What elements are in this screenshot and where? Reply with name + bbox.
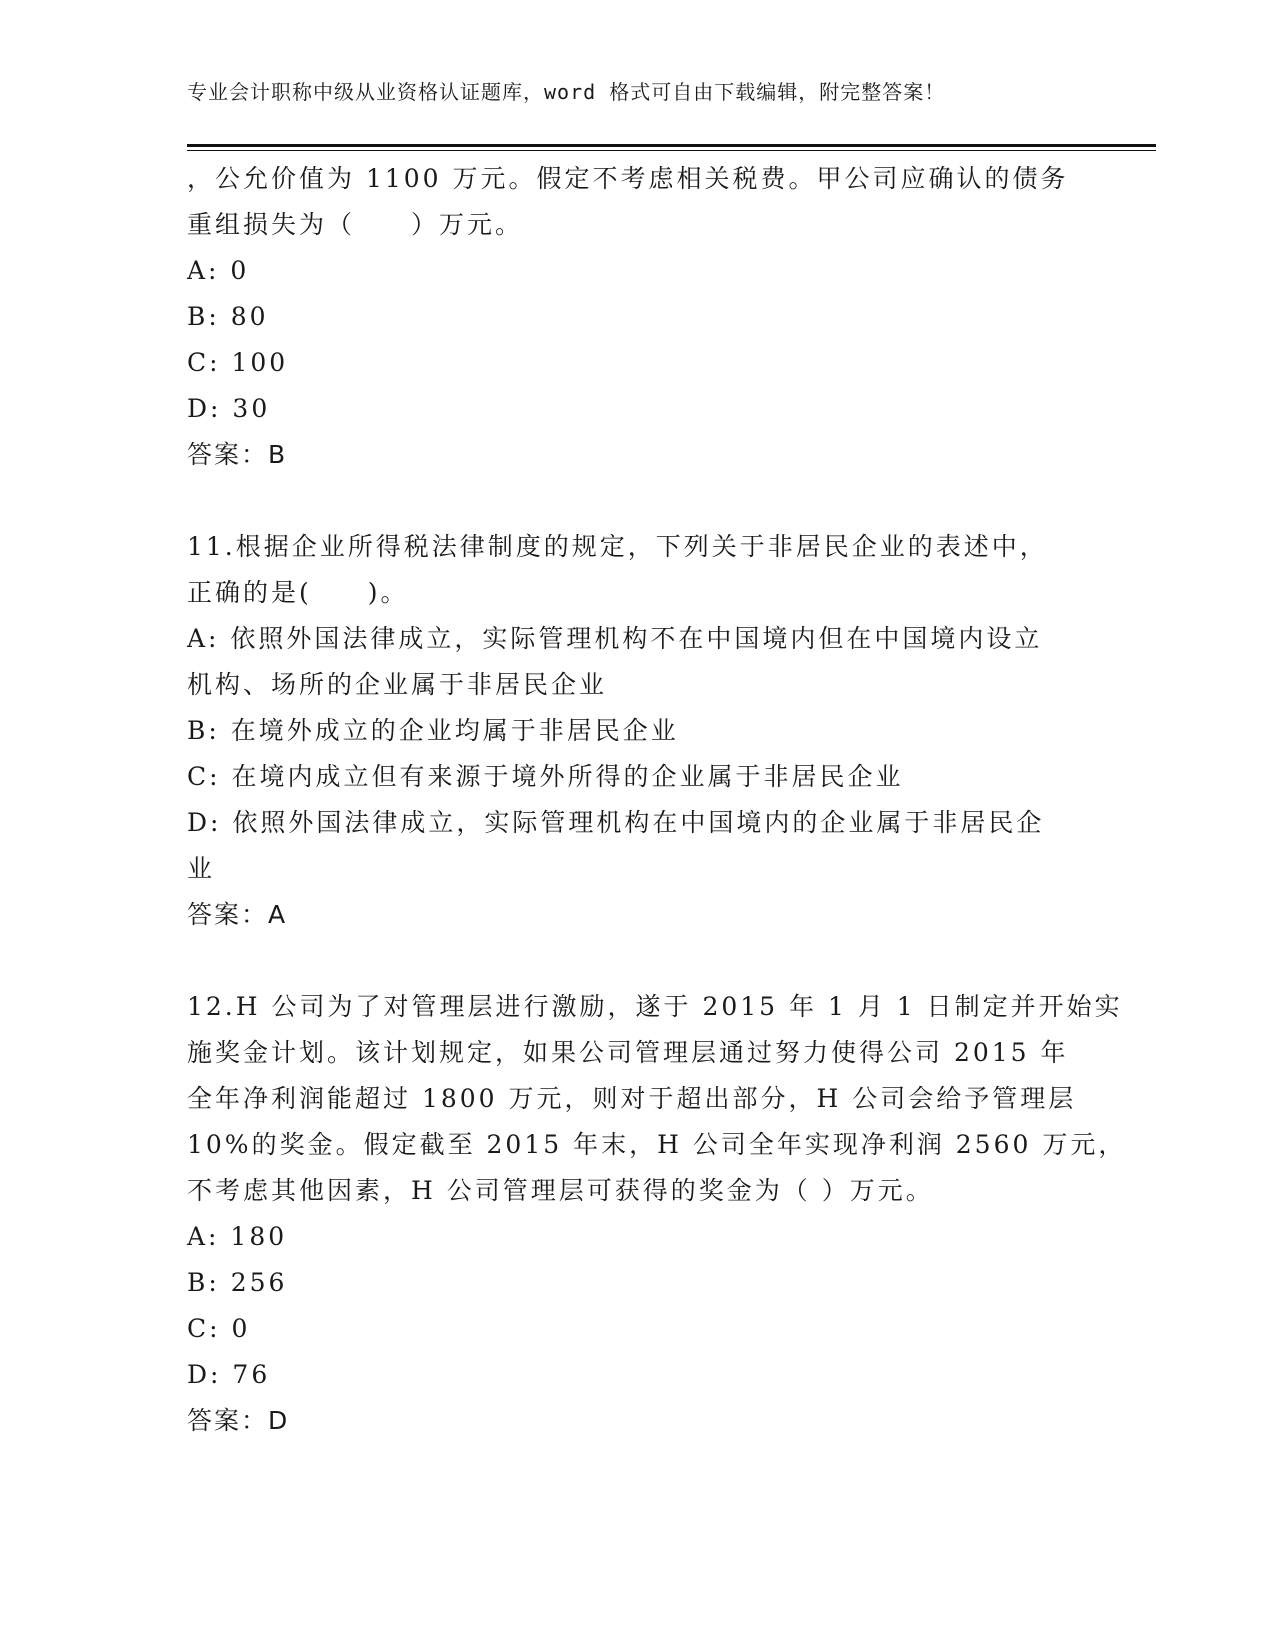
option-b: B: 256 — [187, 1268, 288, 1297]
option-c: C: 在境内成立但有来源于境外所得的企业属于非居民企业 — [187, 762, 904, 791]
question-list — [187, 156, 1127, 1444]
answer: 答案：A — [187, 900, 288, 929]
question-stem: ，公允价值为 1100 万元。假定不考虑相关税费。甲公司应确认的债务 — [187, 164, 1069, 193]
option-c: C: 100 — [187, 348, 289, 377]
header-rule-thick — [187, 144, 1156, 147]
question-stem: 施奖金计划。该计划规定，如果公司管理层通过努力使得公司 2015 年 — [187, 1038, 1069, 1067]
spacer — [187, 938, 1087, 984]
answer: 答案：D — [187, 1406, 290, 1435]
question-stem: 11.根据企业所得税法律制度的规定，下列关于非居民企业的表述中， — [187, 532, 1048, 561]
answer: 答案：B — [187, 440, 288, 469]
page-header: 专业会计职称中级从业资格认证题库，word 格式可自由下载编辑，附完整答案！ — [187, 80, 946, 104]
option-a: A: 依照外国法律成立，实际管理机构不在中国境内但在中国境内设立 — [187, 624, 1043, 653]
question-stem: 12.H 公司为了对管理层进行激励，遂于 2015 年 1 月 1 日制定并开始实 — [187, 992, 1123, 1021]
option-d: D: 76 — [187, 1360, 271, 1389]
option-b: B: 在境外成立的企业均属于非居民企业 — [187, 716, 679, 745]
option-d: D: 30 — [187, 394, 271, 423]
question-stem: 重组损失为（ ）万元。 — [187, 210, 524, 239]
option-a: 机构、场所的企业属于非居民企业 — [187, 670, 608, 699]
question-stem: 不考虑其他因素，H 公司管理层可获得的奖金为（ ）万元。 — [187, 1176, 934, 1205]
option-a: A: 0 — [187, 256, 250, 285]
option-a: A: 180 — [187, 1222, 288, 1251]
question-stem: 正确的是( )。 — [187, 578, 409, 607]
spacer — [187, 478, 1087, 524]
question-stem: 10%的奖金。假定截至 2015 年末，H 公司全年实现净利润 2560 万元， — [187, 1130, 1127, 1159]
question-10 — [187, 156, 1087, 478]
question-12 — [187, 984, 1127, 1444]
question-stem: 全年净利润能超过 1800 万元，则对于超出部分，H 公司会给予管理层 — [187, 1084, 1077, 1113]
option-c: C: 0 — [187, 1314, 251, 1343]
question-11 — [187, 524, 1087, 938]
option-d: 业 — [187, 854, 216, 883]
header-rule-thin — [187, 150, 1156, 151]
option-b: B: 80 — [187, 302, 269, 331]
option-d: D: 依照外国法律成立，实际管理机构在中国境内的企业属于非居民企 — [187, 808, 1045, 837]
